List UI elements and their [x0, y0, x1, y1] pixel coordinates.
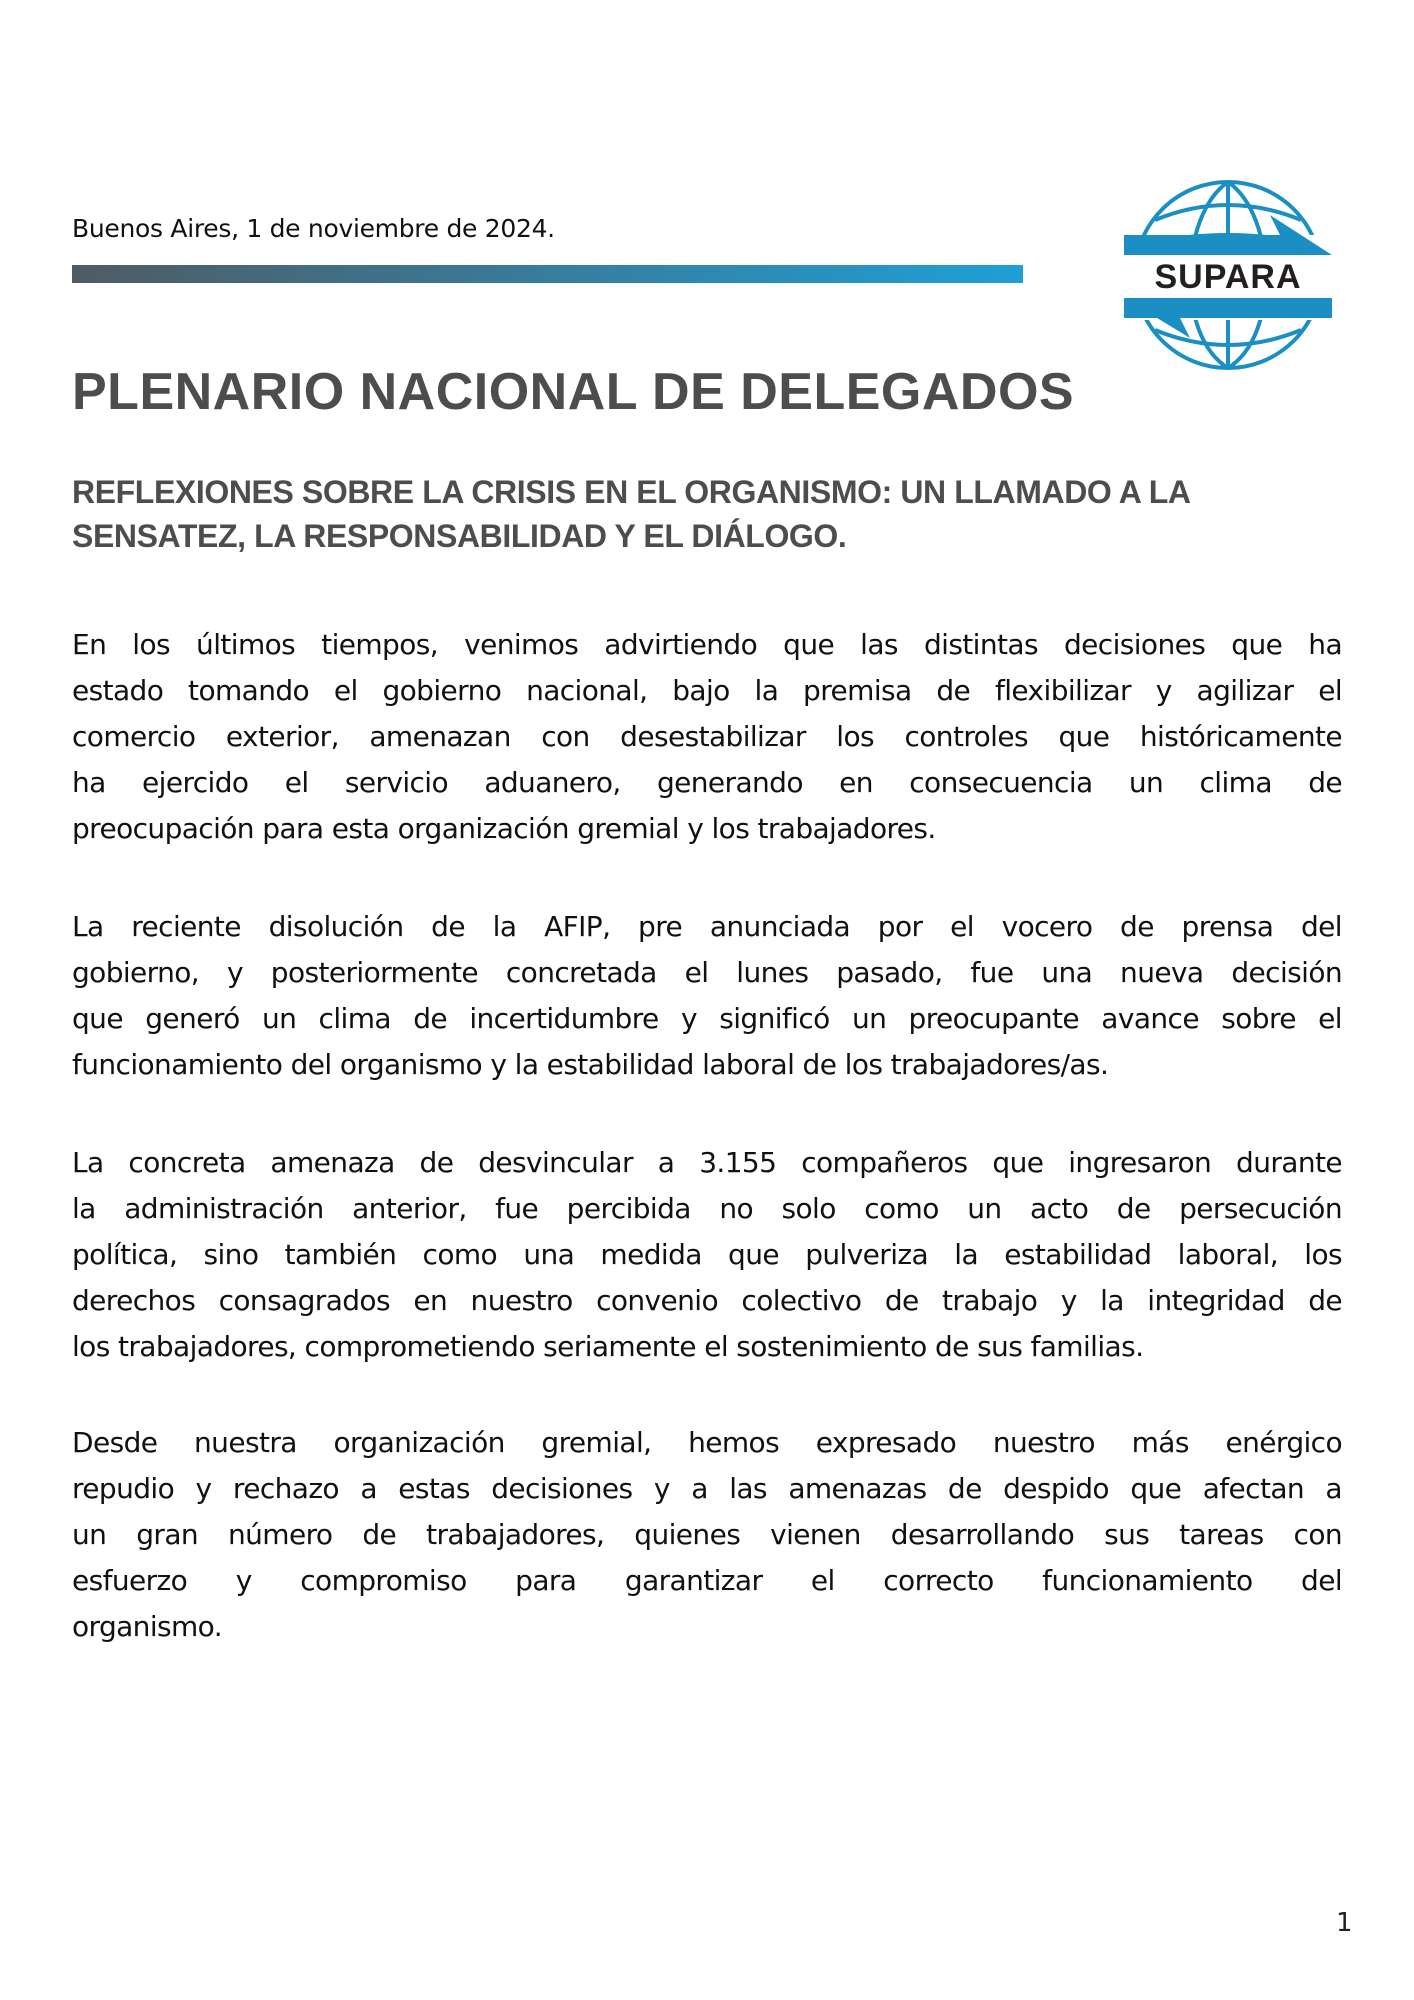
subtitle-line: REFLEXIONES SOBRE LA CRISIS EN EL ORGANISMO: UN LLAMADO A LA	[72, 474, 1191, 510]
paragraph-line: preocupación para esta organización gremial y los trabajadores.	[72, 812, 936, 845]
subtitle-line: SENSATEZ, LA RESPONSABILIDAD Y EL DIÁLOGO.	[72, 518, 847, 554]
paragraph-line: que generó un clima de incertidumbre y significó un preocupante avance sobre el	[72, 1002, 1342, 1035]
paragraph-line: La reciente disolución de la AFIP, pre anunciada por el vocero de prensa del	[72, 910, 1342, 943]
paragraph-line: un gran número de trabajadores, quienes vienen desarrollando sus tareas con	[72, 1518, 1342, 1551]
supara-logo	[1120, 175, 1340, 375]
paragraph-line: comercio exterior, amenazan con desestabilizar los controles que históricamente	[72, 720, 1342, 753]
paragraph-line: repudio y rechazo a estas decisiones y a las amenazas de despido que afectan a	[72, 1472, 1342, 1505]
paragraph-line: organismo.	[72, 1610, 223, 1643]
paragraph-line: derechos consagrados en nuestro convenio colectivo de trabajo y la integridad de	[72, 1284, 1342, 1317]
paragraph-line: la administración anterior, fue percibida no solo como un acto de persecución	[72, 1192, 1342, 1225]
page-number: 1	[1336, 1908, 1353, 1938]
logo-text: SUPARA	[1154, 258, 1302, 296]
paragraph-line: La concreta amenaza de desvincular a 3.155 compañeros que ingresaron durante	[72, 1146, 1342, 1179]
paragraph-line: En los últimos tiempos, venimos advirtiendo que las distintas decisiones que ha	[72, 628, 1342, 661]
paragraph-line: ha ejercido el servicio aduanero, generando en consecuencia un clima de	[72, 766, 1342, 799]
paragraph-line: funcionamiento del organismo y la estabilidad laboral de los trabajadores/as.	[72, 1048, 1109, 1081]
paragraph-line: política, sino también como una medida que pulveriza la estabilidad laboral, los	[72, 1238, 1342, 1271]
paragraph-line: estado tomando el gobierno nacional, bajo la premisa de flexibilizar y agilizar el	[72, 674, 1342, 707]
header-gradient-bar	[72, 265, 1023, 283]
paragraph-3	[72, 1140, 1342, 1370]
paragraph-line: los trabajadores, comprometiendo seriamente el sostenimiento de sus familias.	[72, 1330, 1144, 1363]
paragraph-line: esfuerzo y compromiso para garantizar el correcto funcionamiento del	[72, 1564, 1342, 1597]
document-date: Buenos Aires, 1 de noviembre de 2024.	[72, 214, 555, 243]
subtitle	[72, 470, 1252, 558]
page-title: PLENARIO NACIONAL DE DELEGADOS	[72, 363, 1075, 421]
paragraph-4	[72, 1420, 1342, 1650]
paragraph-line: gobierno, y posteriormente concretada el lunes pasado, fue una nueva decisión	[72, 956, 1342, 989]
paragraph-1	[72, 622, 1342, 852]
paragraph-2	[72, 904, 1342, 1088]
paragraph-line: Desde nuestra organización gremial, hemos expresado nuestro más enérgico	[72, 1426, 1342, 1459]
